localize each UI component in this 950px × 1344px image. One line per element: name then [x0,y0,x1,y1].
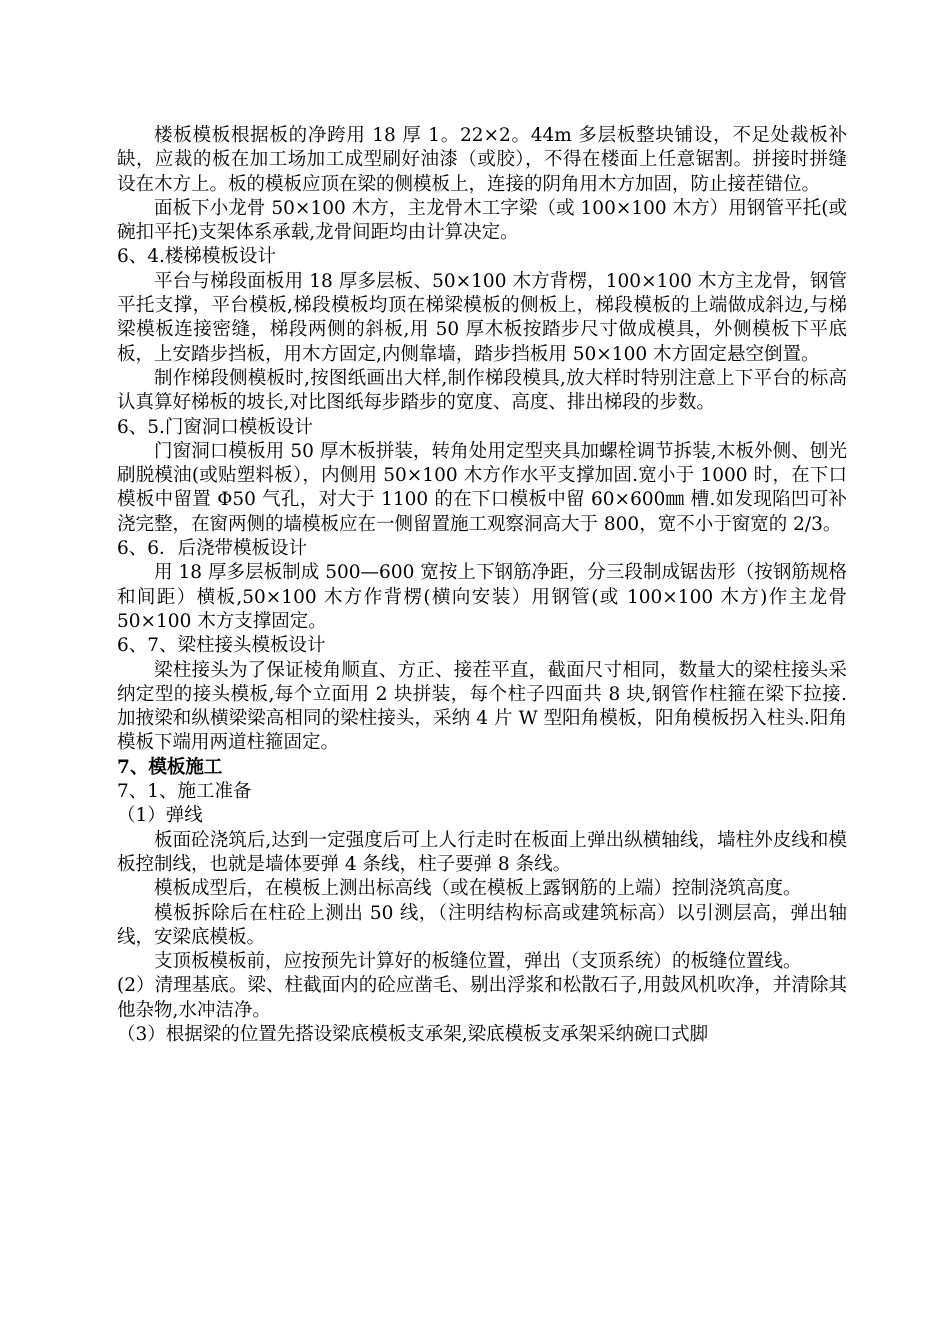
heading-door-window: 6、5.门窗洞口模板设计 [117,416,313,438]
document-page [117,124,847,1047]
heading-beam-column: 6、7、梁柱接头模板设计 [117,635,326,657]
paragraph-floor-slab: 楼板模板根据板的净跨用 18 厚 1。22×2。44m 多层板整块铺设，不足处裁板补缺，应裁的板在加工场加工成型刷好油漆（或胶），不得在楼面上任意锯割。拼接时拼缝设在木方上。板的模板应顶在梁的侧模板上，连接的阴角用木方加固，防止接茬错位。 [117,125,847,195]
heading-stair-formwork: 6、4.楼梯模板设计 [117,246,276,268]
paragraph-keel: 面板下小龙骨 50×100 木方，主龙骨木工字梁（或 100×100 木方）用钢管平托(或碗扣平托)支架体系承载,龙骨间距均由计算决定。 [117,197,847,244]
paragraph-post-pour: 用 18 厚多层板制成 500—600 宽按上下钢筋净距，分三段制成锯齿形（按钢筋规格和间距）横板,50×100 木方作背楞(横向安装）用钢管(或 100×100 木方)作主龙骨 50×100 木方支撑固定。 [117,562,847,632]
paragraph-snap-line-1: 板面砼浇筑后,达到一定强度后可上人行走时在板面上弹出纵横轴线，墙柱外皮线和模板控制线，也就是墙体要弹 4 条线，柱子要弹 8 条线。 [117,829,847,875]
paragraph-snap-line-3: 模板拆除后在柱砼上测出 50 线，（注明结构标高或建筑标高）以引测层高，弹出轴线，安梁底模板。 [117,902,847,948]
section-title-construction: 7、模板施工 [117,756,223,778]
paragraph-stair-platform: 平台与梯段面板用 18 厚多层板、50×100 木方背楞，100×100 木方主龙骨，钢管平托支撑，平台模板,梯段模板均顶在梯梁模板的侧板上，梯段模板的上端做成斜边,与梯梁模板连接密缝，梯段两侧的斜板,用 50 厚木板按踏步尺寸做成模具，外侧模板下平底板，上安踏步挡板，用木方固定,内侧靠墙，踏步挡板用 50×100 木方固定悬空倒置。 [117,270,847,365]
paragraph-clean-base: (2）清理基底。梁、柱截面内的砼应凿毛、剔出浮浆和松散石子,用鼓风机吹净，并清除其他杂物,水冲洁净。 [117,975,847,1021]
paragraph-stair-side: 制作梯段侧模板时,按图纸画出大样,制作梯段模具,放大样时特别注意上下平台的标高认真算好梯板的坡长,对比图纸每步踏步的宽度、高度、排出梯段的步数。 [117,367,847,414]
paragraph-snap-line-2: 模板成型后，在模板上测出标高线（或在模板上露钢筋的上端）控制浇筑高度。 [154,878,802,900]
paragraph-beam-support: （3）根据梁的位置先搭设梁底模板支承架,梁底模板支承架采纳碗口式脚 [117,1023,709,1045]
heading-snap-line: （1）弹线 [117,805,203,827]
paragraph-door-window: 门窗洞口模板用 50 厚木板拼装，转角处用定型夹具加螺栓调节拆装,木板外侧、刨光刷脱模油(或贴塑料板），内侧用 50×100 木方作水平支撑加固.宽小于 1000 时，在下口模板中留置 Φ50 气孔，对大于 1100 的在下口模板中留 60×600㎜ 槽.如发现陷凹可补浇完整，在窗两侧的墙模板应在一侧留置施工观察洞高大于 800，宽不小于窗宽的 2/3。 [117,440,847,535]
heading-post-pour: 6、6．后浇带模板设计 [117,538,308,560]
heading-preparation: 7、1、施工准备 [117,781,252,803]
paragraph-beam-column: 梁柱接头为了保证棱角顺直、方正、接茬平直，截面尺寸相同，数量大的梁柱接头采纳定型的接头模板,每个立面用 2 块拼装，每个柱子四面共 8 块,钢管作柱箍在梁下拉接.加掖梁和纵横梁梁高相同的梁柱接头，采纳 4 片 W 型阳角模板，阳角模板拐入柱头.阳角模板下端用两道柱箍固定。 [117,659,847,754]
paragraph-snap-line-4: 支顶板模板前，应按预先计算好的板缝位置，弹出（支顶系统）的板缝位置线。 [154,951,802,973]
